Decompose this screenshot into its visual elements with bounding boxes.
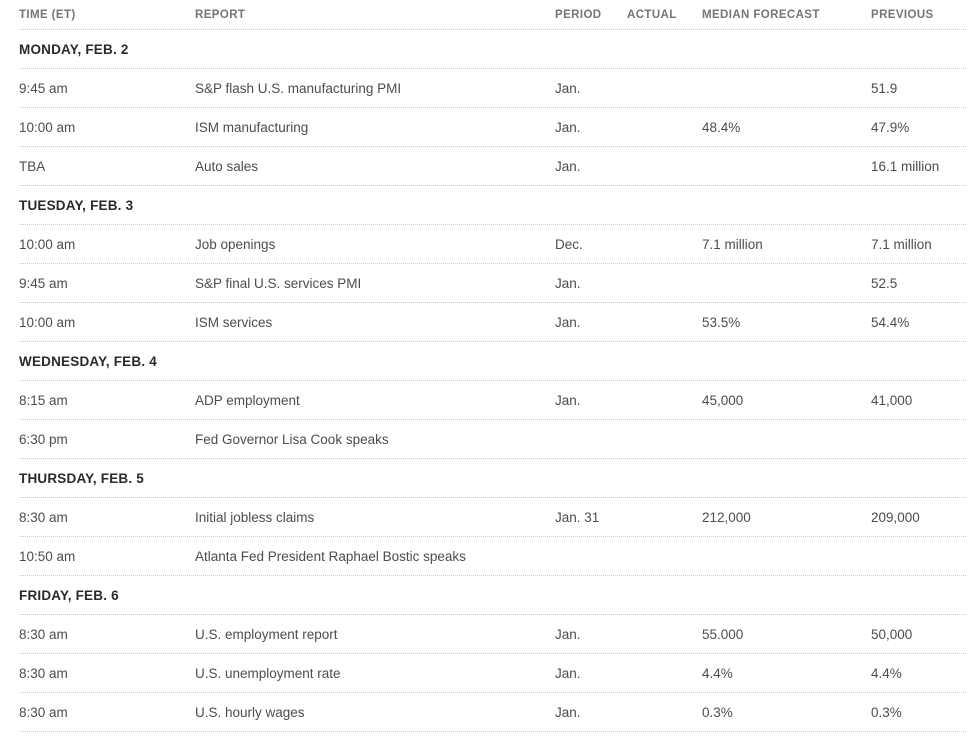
- table-row: [19, 264, 966, 303]
- economic-calendar-table: [19, 0, 966, 732]
- previous-cell: 0.3%: [871, 704, 902, 720]
- median-forecast-cell: 212,000: [702, 509, 751, 525]
- median-forecast-cell: 7.1 million: [702, 236, 763, 252]
- table-row: [19, 69, 966, 108]
- previous-cell: 52.5: [871, 275, 898, 291]
- time-cell: 8:30 am: [19, 509, 68, 525]
- report-cell: ADP employment: [195, 392, 300, 408]
- previous-cell: 4.4%: [871, 665, 902, 681]
- time-cell: 6:30 pm: [19, 431, 68, 447]
- time-cell: 8:30 am: [19, 626, 68, 642]
- column-header-median-forecast: MEDIAN FORECAST: [702, 8, 820, 21]
- day-header-row: [19, 186, 966, 225]
- table-row: [19, 498, 966, 537]
- median-forecast-cell: 0.3%: [702, 704, 733, 720]
- period-cell: Jan.: [555, 314, 581, 330]
- time-cell: 10:00 am: [19, 119, 76, 135]
- previous-cell: 16.1 million: [871, 158, 940, 174]
- table-row: [19, 615, 966, 654]
- previous-cell: 54.4%: [871, 314, 910, 330]
- table-row: [19, 147, 966, 186]
- median-forecast-cell: 53.5%: [702, 314, 741, 330]
- day-header-row: [19, 30, 966, 69]
- column-header-period: PERIOD: [555, 8, 602, 21]
- column-header-report: REPORT: [195, 8, 246, 21]
- table-row: [19, 108, 966, 147]
- report-cell: Job openings: [195, 236, 276, 252]
- period-cell: Jan.: [555, 665, 581, 681]
- day-header-row: [19, 342, 966, 381]
- table-row: [19, 381, 966, 420]
- table-body: [19, 30, 966, 732]
- previous-cell: 47.9%: [871, 119, 910, 135]
- time-cell: 9:45 am: [19, 80, 68, 96]
- report-cell: S&P flash U.S. manufacturing PMI: [195, 80, 402, 96]
- report-cell: ISM manufacturing: [195, 119, 309, 135]
- previous-cell: 41,000: [871, 392, 913, 408]
- period-cell: Jan.: [555, 158, 581, 174]
- day-header-label: MONDAY, FEB. 2: [19, 41, 129, 57]
- period-cell: Jan. 31: [555, 509, 600, 525]
- period-cell: Dec.: [555, 236, 583, 252]
- period-cell: Jan.: [555, 275, 581, 291]
- median-forecast-cell: 4.4%: [702, 665, 733, 681]
- day-header-label: WEDNESDAY, FEB. 4: [19, 353, 157, 369]
- period-cell: Jan.: [555, 626, 581, 642]
- period-cell: Jan.: [555, 704, 581, 720]
- time-cell: 8:30 am: [19, 704, 68, 720]
- period-cell: Jan.: [555, 80, 581, 96]
- day-header-row: [19, 459, 966, 498]
- report-cell: U.S. employment report: [195, 626, 338, 642]
- report-cell: Fed Governor Lisa Cook speaks: [195, 431, 389, 447]
- column-header-actual: ACTUAL: [627, 8, 677, 21]
- previous-cell: 7.1 million: [871, 236, 932, 252]
- report-cell: S&P final U.S. services PMI: [195, 275, 362, 291]
- period-cell: Jan.: [555, 119, 581, 135]
- table-header-row: [19, 0, 966, 30]
- day-header-label: TUESDAY, FEB. 3: [19, 197, 134, 213]
- time-cell: 10:00 am: [19, 314, 76, 330]
- time-cell: 9:45 am: [19, 275, 68, 291]
- time-cell: 10:50 am: [19, 548, 76, 564]
- previous-cell: 51.9: [871, 80, 898, 96]
- table-row: [19, 654, 966, 693]
- column-header-time: TIME (ET): [19, 8, 76, 21]
- report-cell: Atlanta Fed President Raphael Bostic speaks: [195, 548, 466, 564]
- median-forecast-cell: 48.4%: [702, 119, 741, 135]
- report-cell: Auto sales: [195, 158, 259, 174]
- time-cell: TBA: [19, 158, 46, 174]
- previous-cell: 209,000: [871, 509, 920, 525]
- table-row: [19, 420, 966, 459]
- day-header-row: [19, 576, 966, 615]
- column-header-previous: PREVIOUS: [871, 8, 934, 21]
- table-row: [19, 537, 966, 576]
- day-header-label: FRIDAY, FEB. 6: [19, 587, 119, 603]
- time-cell: 8:15 am: [19, 392, 68, 408]
- table-row: [19, 693, 966, 732]
- time-cell: 10:00 am: [19, 236, 76, 252]
- table-row: [19, 225, 966, 264]
- previous-cell: 50,000: [871, 626, 913, 642]
- median-forecast-cell: 45,000: [702, 392, 744, 408]
- time-cell: 8:30 am: [19, 665, 68, 681]
- period-cell: Jan.: [555, 392, 581, 408]
- report-cell: U.S. unemployment rate: [195, 665, 341, 681]
- report-cell: ISM services: [195, 314, 273, 330]
- table-row: [19, 303, 966, 342]
- median-forecast-cell: 55.000: [702, 626, 744, 642]
- day-header-label: THURSDAY, FEB. 5: [19, 470, 144, 486]
- report-cell: Initial jobless claims: [195, 509, 315, 525]
- report-cell: U.S. hourly wages: [195, 704, 305, 720]
